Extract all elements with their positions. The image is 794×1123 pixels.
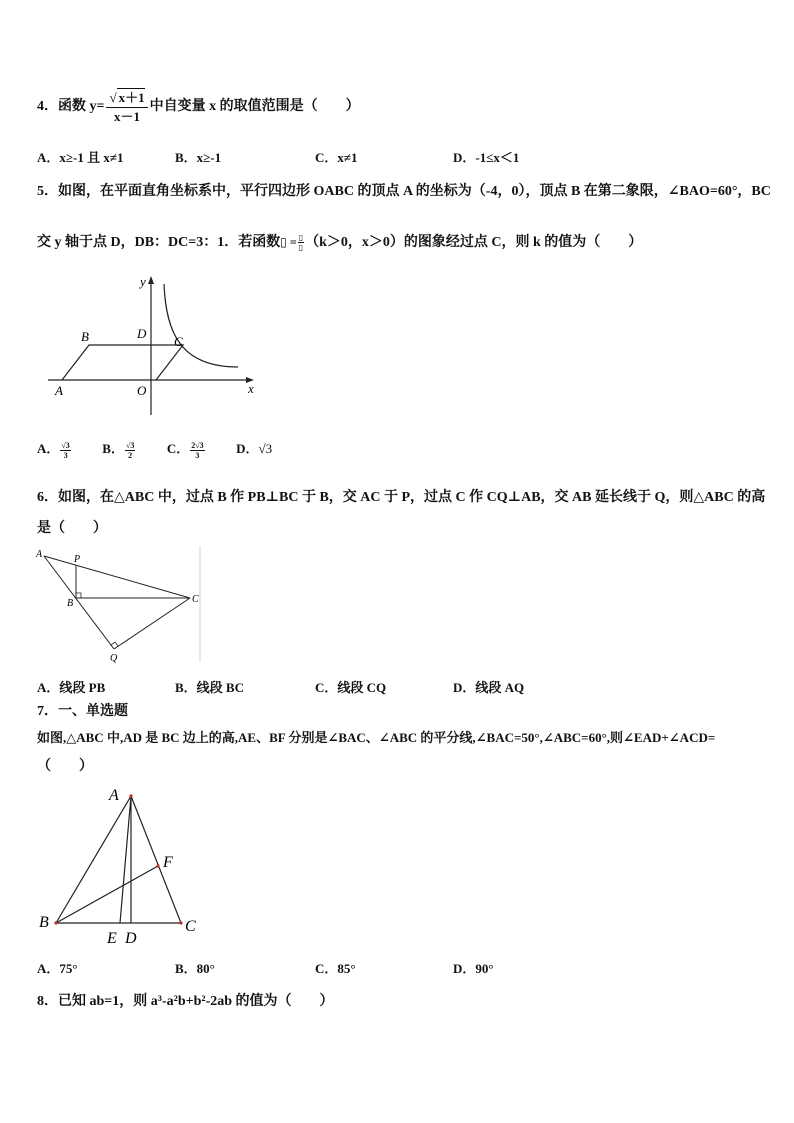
q5-func-frac [298, 233, 304, 252]
q7-stem-line1: 如图,△ABC 中,AD 是 BC 边上的高,AE、BF 分别是∠BAC、∠ABC 的平分线,∠BAC=50°,∠ABC=60°,则∠EAD+∠ACD= [37, 730, 716, 745]
q7-point-a [129, 794, 132, 797]
q5-option-b-prefix: B． [102, 441, 124, 456]
q7-figure [36, 782, 216, 948]
q6-segment-aq [44, 556, 114, 649]
q5-option-d-prefix: D． [236, 441, 259, 456]
q6-stem-line2: 是（ ） [37, 521, 107, 536]
q4-frac-den: x－1 [114, 109, 141, 124]
q5-func-lhs: ▯ = [280, 235, 297, 249]
q6-label-b: B [67, 598, 74, 609]
q6-figure [34, 544, 206, 664]
q6-label-c: C [192, 594, 199, 605]
q7-label-c: C [185, 918, 196, 935]
q4-stem [37, 88, 360, 126]
q5-label-d: D [137, 326, 147, 341]
q4-suffix: 中自变量 x 的取值范围是（ ） [149, 99, 360, 115]
q7-label-f: F [163, 854, 173, 871]
q7-option-b: B．80° [175, 961, 215, 976]
q5-option-a-prefix: A． [37, 441, 60, 456]
q7-option-c: C．85° [315, 961, 356, 976]
q6-option-c: C．线段 CQ [315, 680, 387, 695]
q5-stem-line2 [37, 233, 642, 252]
q5-label-a: A [55, 383, 63, 398]
q6-label-p: P [74, 554, 81, 565]
q8-stem: 8．已知 ab=1，则 a³-a²b+b²-2ab 的值为（ ） [37, 994, 334, 1009]
q6-stem-line1: 6．如图，在△ABC 中，过点 B 作 PB⊥BC 于 B，交 AC 于 P，过点 C 作 CQ⊥AB，交 AB 延长线于 Q，则△ABC 的高 [37, 490, 766, 505]
q5-figure [40, 272, 270, 422]
q5-options [37, 438, 272, 460]
q5-option-a-den: 3 [63, 450, 68, 460]
q7-segment-ae [120, 796, 131, 923]
q6-right-angle-q [111, 642, 118, 646]
q6-label-a: A [36, 549, 43, 560]
q4-frac-num: x＋1 [118, 90, 145, 105]
q5-option-c-num: 2√3 [191, 440, 204, 450]
q5-stem-line1: 5．如图，在平面直角坐标系中，平行四边形 OABC 的顶点 A 的坐标为（-4，0），顶点 B 在第二象限，∠BAO=60°，BC [37, 184, 771, 199]
q7-label-a: A [109, 787, 119, 804]
q7-side-ac [131, 796, 181, 923]
q5-label-c: C [174, 334, 183, 349]
q6-segment-ac [44, 556, 190, 598]
q4-option-b: B．x≥-1 [175, 150, 222, 165]
q6-right-angle-b [76, 593, 81, 598]
q7-segment-bf [56, 866, 158, 923]
q7-label-e: E [107, 930, 117, 947]
q5-line2-b: （k＞0，x＞0）的图象经过点 C，则 k 的值为（ ） [305, 235, 643, 250]
q5-parallelogram [62, 345, 183, 380]
q7-stem-line2: （ ） [37, 759, 93, 774]
q5-label-y: y [140, 274, 146, 289]
q6-label-q: Q [110, 653, 118, 664]
q6-option-b: B．线段 BC [175, 680, 244, 695]
q5-func-frac-den: ▯ [298, 243, 304, 253]
q5-option-b-frac [125, 441, 135, 460]
q7-side-ab [56, 796, 131, 923]
q4-option-a: A．x≥-1 且 x≠1 [37, 150, 124, 165]
q7-point-c [179, 921, 182, 924]
q5-func-frac-num: ▯ [298, 233, 304, 243]
q5-label-x: x [248, 381, 254, 396]
q4-prefix: 4．函数 y= [37, 99, 105, 115]
q7-point-f [156, 864, 159, 867]
q5-option-a-frac [60, 441, 70, 460]
q6-option-a: A．线段 PB [37, 680, 106, 695]
q7-header: 7．一、单选题 [37, 704, 128, 719]
q7-label-b: B [39, 914, 49, 931]
q6-segment-cq [114, 598, 190, 649]
q7-option-a: A．75° [37, 961, 78, 976]
q7-point-b [54, 921, 57, 924]
q5-option-b-den: 2 [128, 450, 133, 460]
q5-option-c-den: 3 [195, 450, 200, 460]
q5-label-o: O [137, 383, 147, 398]
q5-label-b: B [81, 329, 89, 344]
q5-option-a-num: √3 [61, 440, 70, 450]
q7-label-d: D [125, 930, 137, 947]
q7-option-d: D．90° [453, 961, 494, 976]
q4-option-d: D．-1≤x＜1 [453, 150, 520, 165]
q5-y-arrow [148, 276, 154, 284]
q4-option-c: C．x≠1 [315, 150, 358, 165]
q6-option-d: D．线段 AQ [453, 680, 525, 695]
q5-line2-a: 交 y 轴于点 D，DB：DC=3：1．若函数 [37, 235, 281, 250]
q5-option-c-prefix: C． [166, 441, 190, 456]
q5-option-d-value: √3 [258, 441, 273, 456]
q5-option-b-num: √3 [125, 440, 135, 450]
q4-fraction: $\frac{√ x+1}{x-1}$ [106, 88, 147, 126]
q5-option-c-frac [190, 441, 204, 460]
